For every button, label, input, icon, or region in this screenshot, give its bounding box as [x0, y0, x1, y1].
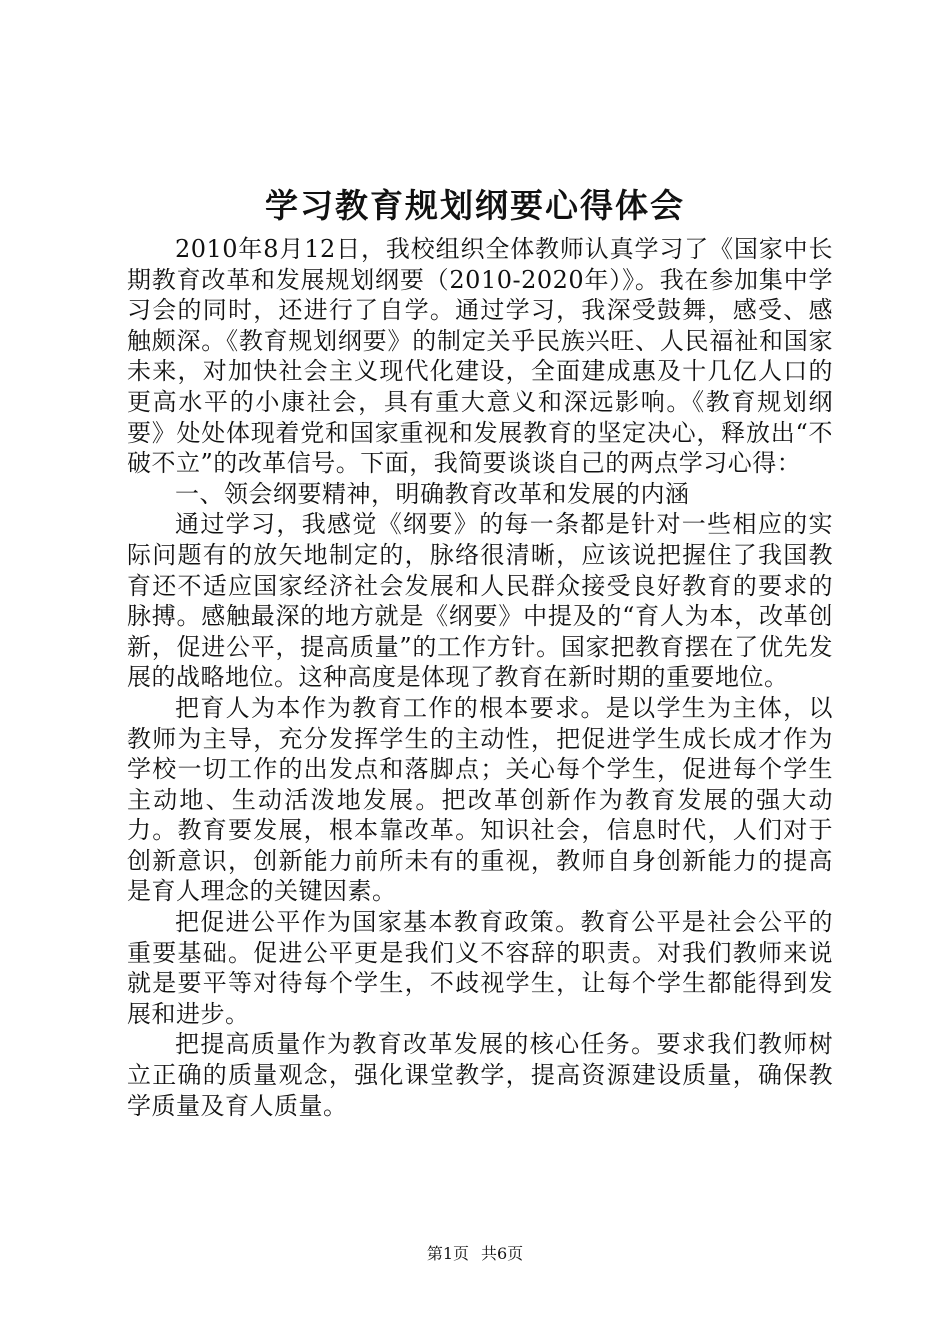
document-body [127, 234, 833, 1121]
paragraph-understanding: 通过学习，我感觉《纲要》的每一条都是针对一些相应的实际问题有的放矢地制定的，脉络很清晰，应该说把握住了我国教育还不适应国家经济社会发展和人民群众接受良好教育的要求的脉搏。感触最深的地方就是《纲要》中提及的“育人为本，改革创新，促进公平，提高质量”的工作方针。国家把教育摆在了优先发展的战略地位。这种高度是体现了教育在新时期的重要地位。 [127, 510, 833, 692]
paragraph-intro: 2010年8月12日，我校组织全体教师认真学习了《国家中长期教育改革和发展规划纲要（2010-2020年）》。我在参加集中学习会的同时，还进行了自学。通过学习，我深受鼓舞，感受、感触颇深。《教育规划纲要》的制定关乎民族兴旺、人民福祉和国家未来，对加快社会主义现代化建设，全面建成惠及十几亿人口的更高水平的小康社会，具有重大意义和深远影响。《教育规划纲要》处处体现着党和国家重视和发展教育的坚定决心，释放出“不破不立”的改革信号。下面，我简要谈谈自己的两点学习心得： [127, 235, 833, 478]
page-footer [0, 1242, 950, 1266]
page-number: 第1页 [426, 1244, 469, 1263]
paragraph-fairness: 把促进公平作为国家基本教育政策。教育公平是社会公平的重要基础。促进公平更是我们义不容辞的职责。对我们教师来说就是要平等对待每个学生，不歧视学生，让每个学生都能得到发展和进步。 [127, 908, 833, 1028]
section-heading-1: 一、领会纲要精神，明确教育改革和发展的内涵 [175, 479, 690, 508]
document-title: 学习教育规划纲要心得体会 [265, 186, 685, 225]
paragraph-student-centered: 把育人为本作为教育工作的根本要求。是以学生为主体，以教师为主导，充分发挥学生的主动性，把促进学生成长成才作为学校一切工作的出发点和落脚点；关心每个学生，促进每个学生主动地、生动活泼地发展。把改革创新作为教育发展的强大动力。教育要发展，根本靠改革。知识社会，信息时代，人们对于创新意识，创新能力前所未有的重视，教师自身创新能力的提高是育人理念的关键因素。 [127, 693, 833, 906]
paragraph-quality: 把提高质量作为教育改革发展的核心任务。要求我们教师树立正确的质量观念，强化课堂教学，提高资源建设质量，确保教学质量及育人质量。 [127, 1030, 833, 1120]
page-total: 共6页 [481, 1244, 524, 1263]
